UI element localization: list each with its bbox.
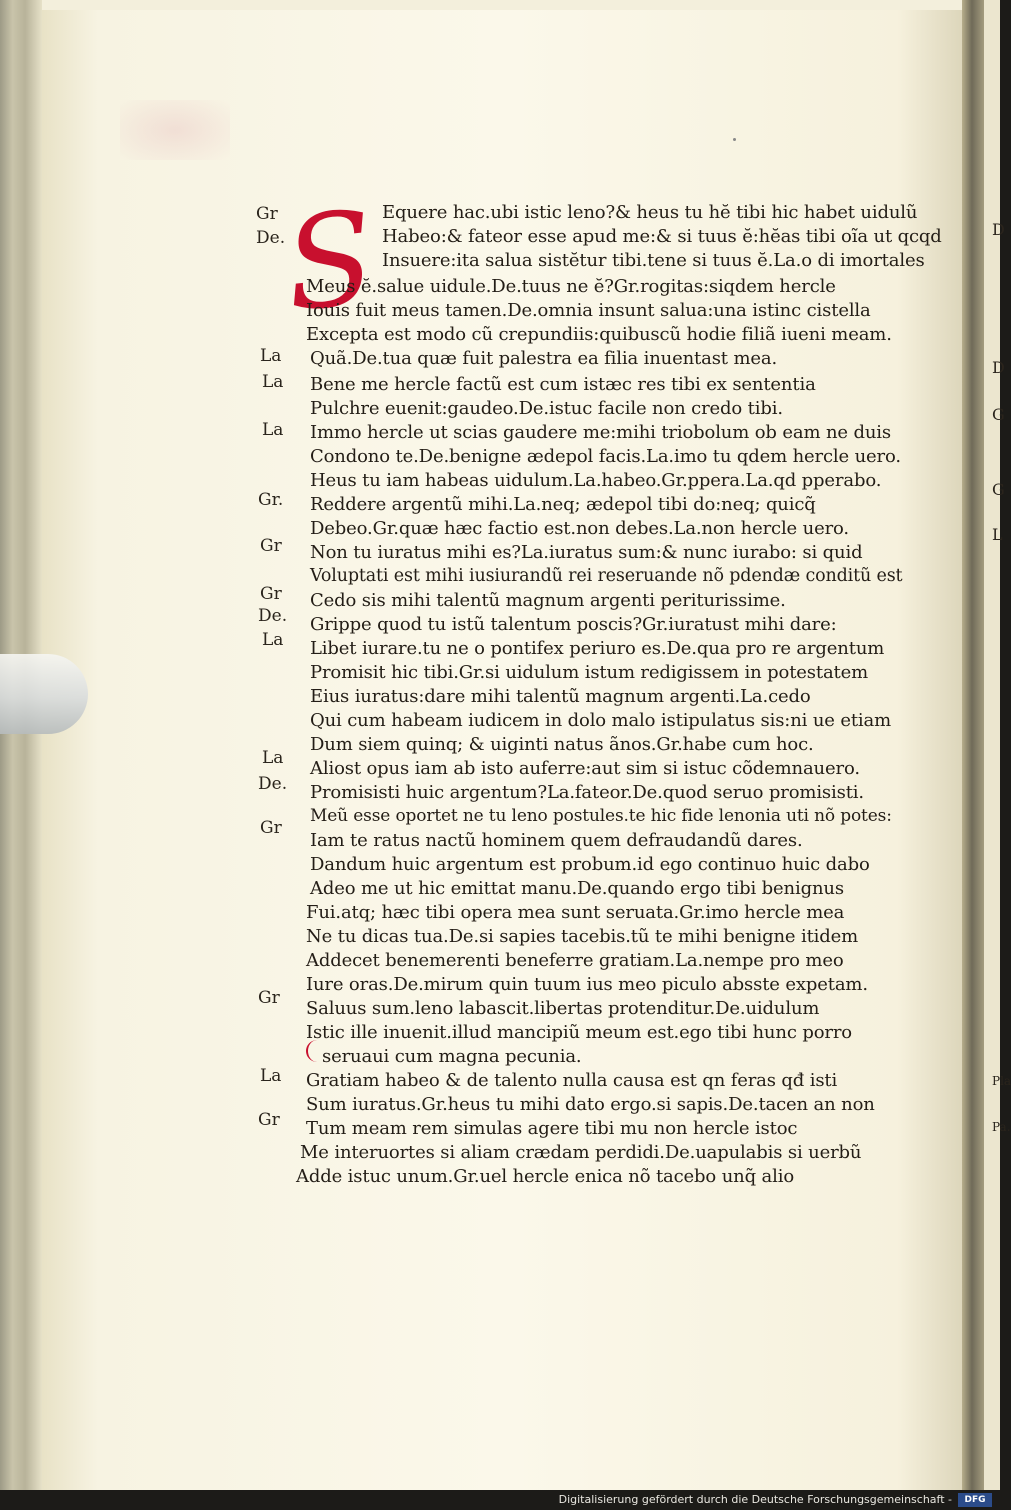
facing-letter: G [992, 405, 1005, 424]
text-line: Cedo sis mihi talentũ magnum argenti periturissime. [310, 590, 786, 611]
text-line: seruaui cum magna pecunia. [322, 1046, 582, 1067]
ink-speck [733, 138, 736, 141]
text-line: Dandum huic argentum est probum.id ego continuo huic dabo [310, 854, 870, 875]
speaker-label: La [262, 372, 284, 392]
text-line: Adeo me ut hic emittat manu.De.quando ergo tibi benignus [310, 878, 844, 899]
text-line: Aliost opus iam ab isto auferre:aut sim si istuc cõdemnauero. [310, 758, 860, 779]
text-line: Equere hac.ubi istic leno?& heus tu hĕ tibi hic habet uidulũ [382, 202, 918, 223]
speaker-label: La [260, 1066, 282, 1086]
text-line: Debeo.Gr.quæ hæc factio est.non debes.La.non hercle uero. [310, 518, 849, 539]
speaker-label: La [262, 748, 284, 768]
book-gutter [962, 0, 984, 1490]
speaker-label: Gr [260, 536, 282, 556]
text-line: Quã.De.tua quæ fuit palestra ea filia inuentast mea. [310, 348, 778, 369]
book-fore-edge [0, 0, 42, 1490]
paper-stain [120, 100, 230, 160]
text-line: Promisit hic tibi.Gr.si uidulum istum redigissem in potestatem [310, 662, 869, 683]
speaker-label: De. [256, 228, 286, 248]
text-line: Adde istuc unum.Gr.uel hercle enica nõ tacebo unq̃ alio [296, 1166, 795, 1187]
text-line: Heus tu iam habeas uidulum.La.habeo.Gr.ppera.La.qd pperabo. [310, 470, 882, 491]
text-line: Pulchre euenit:gaudeo.De.istuc facile non credo tibi. [310, 398, 783, 419]
page-clip [0, 654, 88, 734]
facing-letter: Pla [992, 1074, 1011, 1088]
text-line: Addecet benemerenti beneferre gratiam.La.nempe pro meo [306, 950, 844, 971]
text-line: Grippe quod tu istũ talentum poscis?Gr.iuratust mihi dare: [310, 614, 837, 635]
speaker-label: Gr [256, 204, 278, 224]
text-line: Immo hercle ut scias gaudere me:mihi triobolum ob eam ne duis [310, 422, 891, 443]
text-line: Ne tu dicas tua.De.si sapies tacebis.tũ te mihi benigne itidem [306, 926, 859, 947]
facing-letter: D [992, 358, 1005, 377]
speaker-label: De. [258, 606, 288, 626]
text-line: Reddere argentũ mihi.La.neq; ædepol tibi do:neq; quicq̃ [310, 494, 816, 515]
text-line: Iam te ratus nactũ hominem quem defraudandũ dares. [310, 830, 803, 851]
speaker-label: Gr [258, 1110, 280, 1130]
speaker-label: La [262, 420, 284, 440]
text-line: Excepta est modo cũ crepundiis:quibuscũ hodie filiã iueni meam. [306, 324, 892, 345]
text-line: Libet iurare.tu ne o pontifex periuro es.De.qua pro re argentum [310, 638, 885, 659]
text-line: Fui.atq; hæc tibi opera mea sunt seruata.Gr.imo hercle mea [306, 902, 845, 923]
speaker-label: La [262, 630, 284, 650]
text-line: Meũ esse oportet ne tu leno postules.te hic fide lenonia uti nõ potes: [310, 806, 892, 826]
digitization-footer [0, 1490, 1000, 1510]
speaker-label: La [260, 346, 282, 366]
facing-letter: Pa. [992, 1120, 1011, 1134]
facing-letter: L [992, 525, 1003, 544]
text-line: Promisisti huic argentum?La.fateor.De.quod seruo promisisti. [310, 782, 864, 803]
text-line: Qui cum habeam iudicem in dolo malo istipulatus sis:ni ue etiam [310, 710, 892, 731]
text-line: Istic ille inuenit.illud mancipiũ meum est.ego tibi hunc porro [306, 1022, 852, 1043]
text-line: Voluptati est mihi iusiurandũ rei reseruande nõ pdendæ conditũ est [310, 566, 903, 586]
facing-letter: G [992, 480, 1005, 499]
text-line: Dum siem quinq; & uiginti natus ãnos.Gr.habe cum hoc. [310, 734, 814, 755]
dfg-logo: DFG [958, 1493, 992, 1507]
text-line: Gratiam habeo & de talento nulla causa est qn feras qđ isti [306, 1070, 838, 1091]
speaker-label: Gr [260, 818, 282, 838]
text-line: Condono te.De.benigne ædepol facis.La.imo tu qdem hercle uero. [310, 446, 901, 467]
text-line: Bene me hercle factũ est cum istæc res tibi ex sententia [310, 374, 816, 395]
funding-credit: Digitalisierung gefördert durch die Deutsche Forschungsgemeinschaft - [558, 1493, 952, 1506]
rubricated-initial: S [278, 183, 382, 341]
text-line: Sum iuratus.Gr.heus tu mihi dato ergo.si sapis.De.tacen an non [306, 1094, 875, 1115]
text-line: Saluus sum.leno labascit.libertas protenditur.De.uidulum [306, 998, 820, 1019]
facing-letter: D [992, 220, 1005, 239]
text-line: Iure oras.De.mirum quin tuum ius meo piculo absste expetam. [306, 974, 868, 995]
text-line: Eius iuratus:dare mihi talentũ magnum argenti.La.cedo [310, 686, 811, 707]
text-line: Tum meam rem simulas agere tibi mu non hercle istoc [306, 1118, 798, 1139]
speaker-label: De. [258, 774, 288, 794]
text-line: Habeo:& fateor esse apud me:& si tuus ĕ:hĕas tibi oĩa ut qcqd [382, 226, 942, 247]
text-line: Meus ĕ.salue uidule.De.tuus ne ĕ?Gr.rogitas:siqdem hercle [306, 276, 836, 297]
text-line: Me interuortes si aliam crædam perdidi.De.uapulabis si uerbũ [300, 1142, 862, 1163]
speaker-label: Gr. [258, 490, 284, 510]
text-line: Non tu iuratus mihi es?La.iuratus sum:& nunc iurabo: si quid [310, 542, 863, 563]
text-line: Iouis fuit meus tamen.De.omnia insunt salua:una istinc cistella [306, 300, 871, 321]
speaker-label: Gr [260, 584, 282, 604]
speaker-label: Gr [258, 988, 280, 1008]
text-line: Insuere:ita salua sistĕtur tibi.tene si tuus ĕ.La.o di imortales [382, 250, 925, 271]
